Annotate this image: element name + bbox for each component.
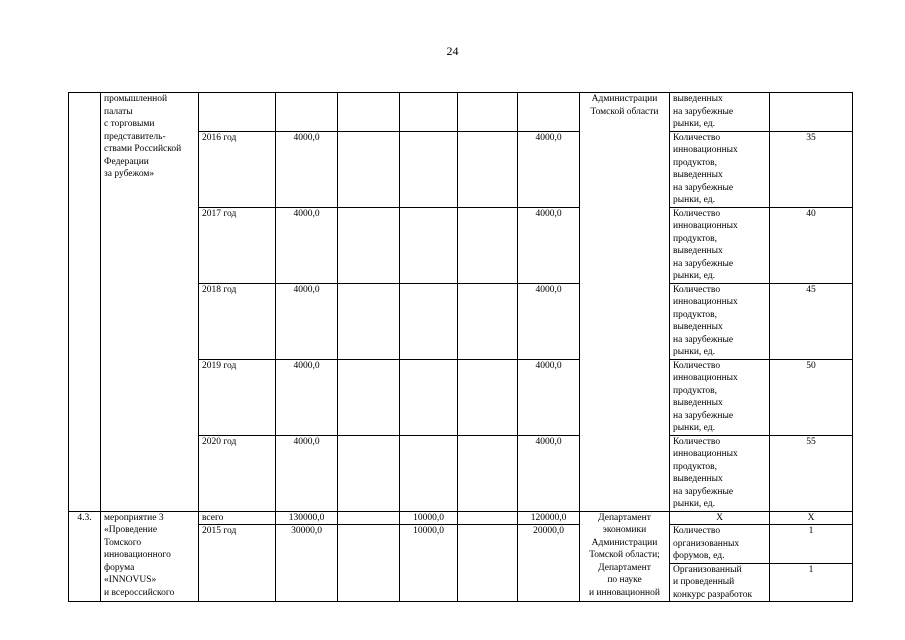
total-cell: 4000,0: [276, 283, 338, 359]
measure-name-cell: мероприятие 3 «Проведение Томского инновационного форума «INNOVUS» и всероссийского: [101, 511, 199, 602]
row-number-cell: 4.3.: [69, 511, 101, 602]
indicator-value-cell: 1: [770, 525, 853, 564]
indicator-value-cell: 45: [770, 283, 853, 359]
indicator-value-cell: 50: [770, 359, 853, 435]
indicator-value-cell: 35: [770, 131, 853, 207]
program-table: [68, 92, 853, 602]
regional-cell: 4000,0: [518, 435, 580, 511]
regional-cell: 4000,0: [518, 207, 580, 283]
indicator-cell: Количество инновационных продуктов, выведенных на зарубежные рынки, ед.: [670, 283, 770, 359]
year-cell: 2015 год: [199, 525, 276, 602]
total-cell: 30000,0: [276, 525, 338, 602]
executor-cell: Администрации Томской области: [580, 93, 670, 512]
indicator-cell: выведенных на зарубежные рынки, ед.: [670, 93, 770, 132]
regional-cell: 20000,0: [518, 525, 580, 602]
indicator-cell: Организованный и проведенный конкурс разработок: [670, 563, 770, 602]
page-number: 24: [446, 44, 459, 58]
indicator-cell: Количество инновационных продуктов, выведенных на зарубежные рынки, ед.: [670, 131, 770, 207]
indicator-cell: Количество инновационных продуктов, выведенных на зарубежные рынки, ед.: [670, 435, 770, 511]
table-row: [69, 93, 853, 132]
regional-cell: 120000,0: [518, 511, 580, 525]
year-cell: 2019 год: [199, 359, 276, 435]
federal-cell: 10000,0: [400, 511, 458, 525]
regional-cell: 4000,0: [518, 283, 580, 359]
year-cell: всего: [199, 511, 276, 525]
federal-cell: 10000,0: [400, 525, 458, 602]
measure-name-cell: промышленной палаты с торговыми представитель- ствами Российской Федерации за рубежом»: [101, 93, 199, 512]
total-cell: 4000,0: [276, 131, 338, 207]
year-cell: 2018 год: [199, 283, 276, 359]
total-cell: 4000,0: [276, 359, 338, 435]
row-number-cell: [69, 93, 101, 512]
year-cell: 2020 год: [199, 435, 276, 511]
regional-cell: 4000,0: [518, 359, 580, 435]
total-cell: 4000,0: [276, 207, 338, 283]
executor-cell: Департамент экономики Администрации Томской области; Департамент по науке и инновационной: [580, 511, 670, 602]
indicator-value-cell: Х: [770, 511, 853, 525]
regional-cell: 4000,0: [518, 131, 580, 207]
indicator-value-cell: 40: [770, 207, 853, 283]
indicator-cell: Количество организованных форумов, ед.: [670, 525, 770, 564]
indicator-value-cell: 55: [770, 435, 853, 511]
year-cell: 2017 год: [199, 207, 276, 283]
indicator-cell: Количество инновационных продуктов, выведенных на зарубежные рынки, ед.: [670, 207, 770, 283]
indicator-value-cell: 1: [770, 563, 853, 602]
total-cell: 130000,0: [276, 511, 338, 525]
indicator-cell: Х: [670, 511, 770, 525]
indicator-cell: Количество инновационных продуктов, выведенных на зарубежные рынки, ед.: [670, 359, 770, 435]
table-row: [69, 511, 853, 525]
year-cell: 2016 год: [199, 131, 276, 207]
total-cell: 4000,0: [276, 435, 338, 511]
